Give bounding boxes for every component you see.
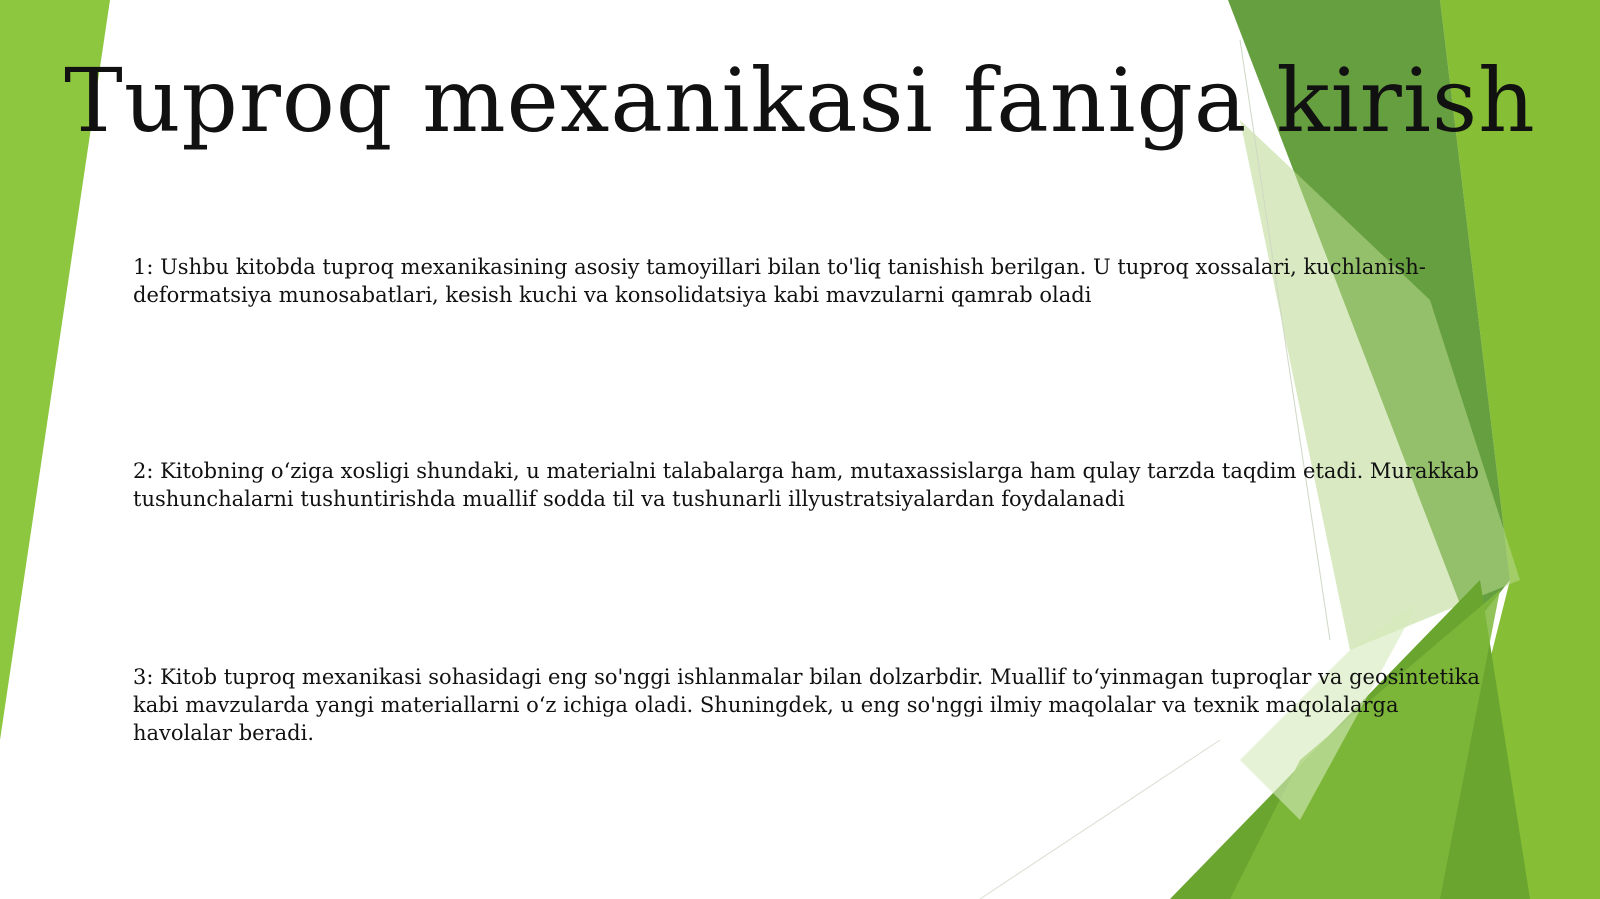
paragraph-1: 1: Ushbu kitobda tuproq mexanikasining asosiy tamoyillari bilan to'liq tanishish berilgan. U tuproq xossalari, kuchlanish-deformatsiya munosabatlari, kesish kuchi va konsolidatsiya kabi mavzularni qamrab oladi [133, 255, 1426, 307]
slide-title: Tuproq mexanikasi faniga kirish [64, 49, 1536, 152]
paragraph-2: 2: Kitobning o‘ziga xosligi shundaki, u materialni talabalarga ham, mutaxassislarga ham qulay tarzda taqdim etadi. Murakkab tushunchalarni tushuntirishda muallif sodda til va tushunarli illyustratsiyalardan foydalanadi [133, 459, 1479, 511]
thin-line-2 [980, 740, 1220, 899]
paragraph-3: 3: Kitob tuproq mexanikasi sohasidagi eng so'nggi ishlanmalar bilan dolzarbdir. Muallif to‘yinmagan tuproqlar va geosintetika kabi mavzularda yangi materiallarni o‘z ichiga oladi. Shuningdek, u eng so'nggi ilmiy maqolalar va texnik maqolalarga havolalar beradi. [133, 665, 1480, 745]
